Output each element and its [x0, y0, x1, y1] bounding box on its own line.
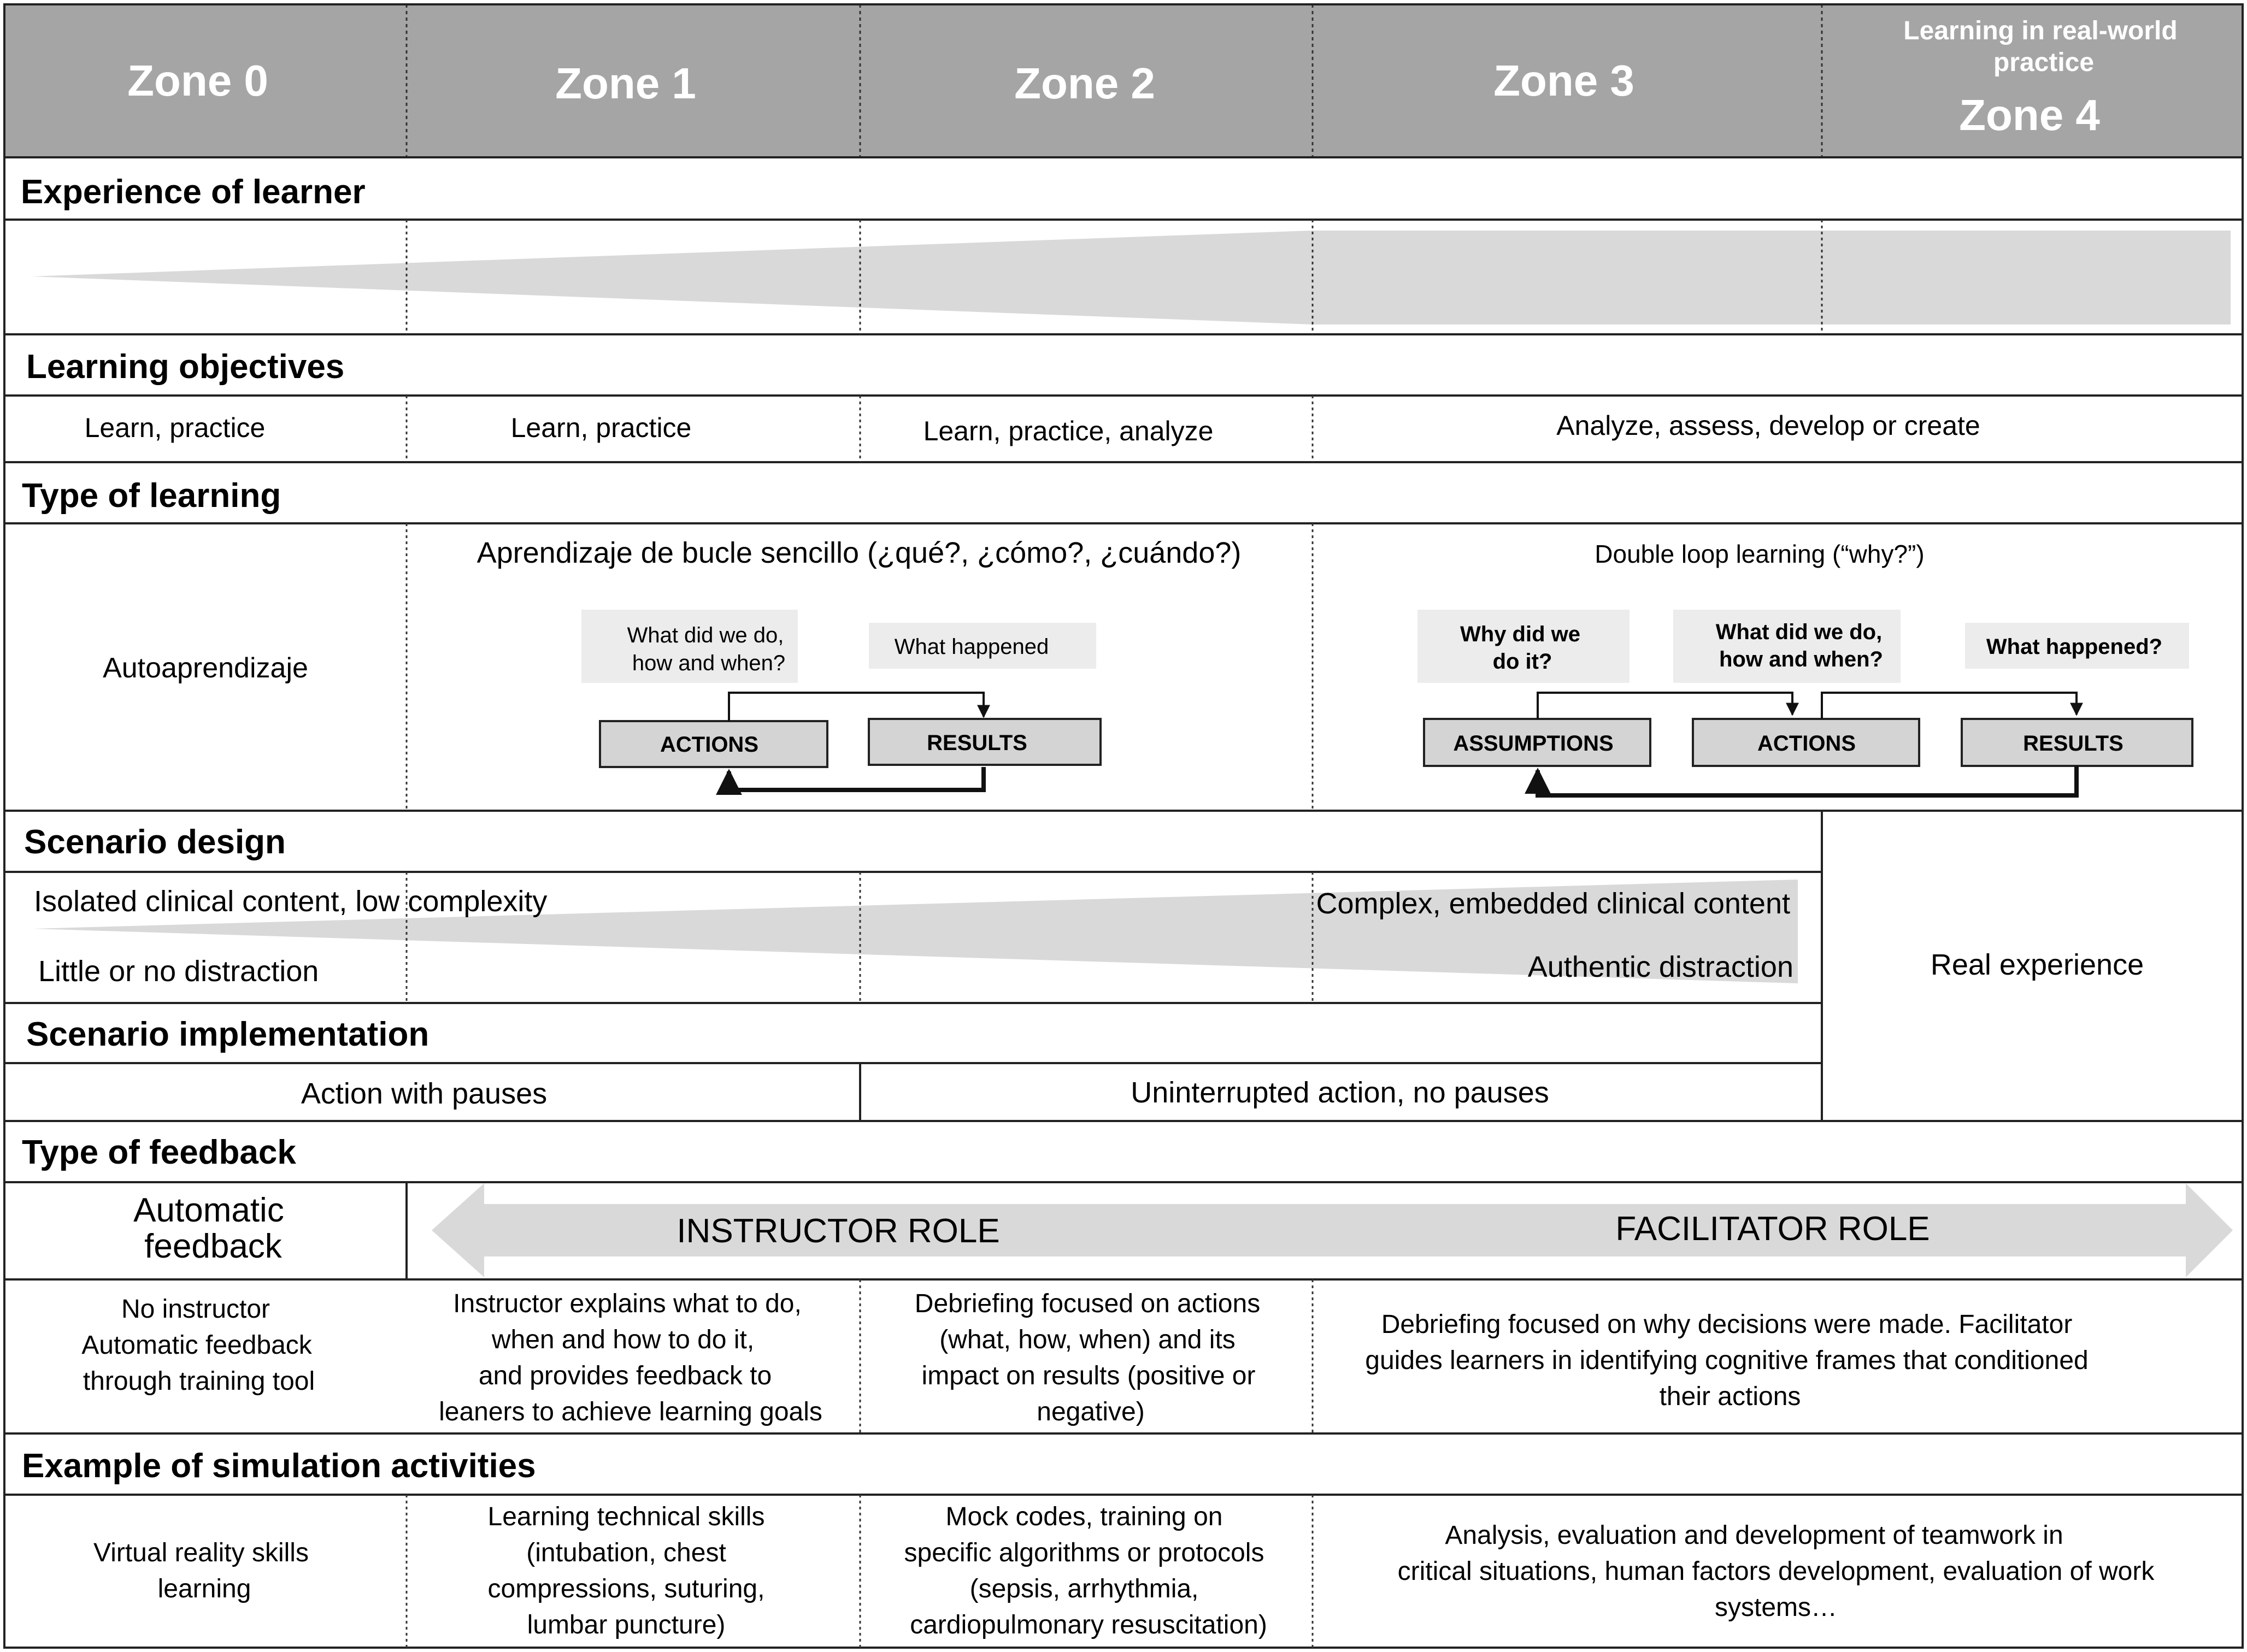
feedback-zone2-line3: impact on results (positive or: [921, 1361, 1256, 1390]
feedback-zone34-line1: Debriefing focused on why decisions were made. Facilitator: [1381, 1310, 2073, 1339]
scenario-design-left-bottom: Little or no distraction: [38, 955, 319, 988]
examples-zone1-line3: compressions, suturing,: [487, 1574, 765, 1603]
double-loop-q1-line1: Why did we: [1460, 622, 1580, 646]
feedback-zone0-line2: Automatic feedback: [81, 1331, 312, 1360]
double-loop-assumptions-label: ASSUMPTIONS: [1453, 731, 1614, 756]
examples-zone1-line2: (intubation, chest: [526, 1538, 726, 1567]
feedback-zone34-line2: guides learners in identifying cognitive frames that conditioned: [1365, 1346, 2089, 1375]
single-loop-forward-arrow: [729, 693, 984, 721]
scenario-impl-left: Action with pauses: [301, 1077, 548, 1110]
experience-bar: [1313, 231, 2231, 324]
objectives-zone2: Learn, practice, analyze: [923, 416, 1214, 446]
single-loop-actions-label: ACTIONS: [660, 733, 758, 757]
single-loop-q1-line1: What did we do,: [627, 623, 784, 647]
double-loop-actions-label: ACTIONS: [1757, 731, 1856, 756]
zone-4-header: Zone 4: [1959, 91, 2100, 139]
double-loop-q3: What happened?: [1986, 635, 2163, 659]
double-loop-title: Double loop learning (“why?”): [1595, 540, 1925, 568]
feedback-zone1-line1: Instructor explains what to do,: [453, 1289, 802, 1318]
feedback-zone2-line1: Debriefing focused on actions: [914, 1289, 1261, 1318]
real-experience-label: Real experience: [1930, 948, 2144, 981]
examples-zone1-line4: lumbar puncture): [527, 1610, 726, 1639]
double-loop-feedback-arrow: [1538, 766, 2077, 795]
zone-1-header: Zone 1: [555, 59, 696, 108]
feedback-zone2-line4: negative): [1037, 1397, 1145, 1426]
single-loop-q2: What happened: [894, 635, 1049, 659]
feedback-title: Type of feedback: [22, 1134, 296, 1171]
examples-zone2-line4: cardiopulmonary resuscitation): [910, 1610, 1267, 1639]
examples-title: Example of simulation activities: [22, 1447, 536, 1485]
examples-zone0-line2: learning: [157, 1574, 251, 1603]
automatic-feedback-line1: Automatic: [133, 1191, 284, 1229]
zone-4-subtitle-line1: Learning in real-world: [1903, 16, 2178, 45]
examples-zone2-line3: (sepsis, arrhythmia,: [969, 1574, 1199, 1603]
double-loop-q1-line2: do it?: [1492, 650, 1552, 674]
examples-zone34-line3: systems…: [1714, 1593, 1838, 1622]
examples-zone34-line1: Analysis, evaluation and development of teamwork in: [1445, 1521, 2063, 1550]
zone-3-header: Zone 3: [1493, 56, 1634, 105]
scenario-design-left-top: Isolated clinical content, low complexity: [34, 885, 548, 918]
zone-0-header: Zone 0: [127, 56, 268, 105]
scenario-impl-title: Scenario implementation: [26, 1016, 430, 1053]
single-loop-q1-line2: how and when?: [632, 651, 786, 675]
type-learning-title: Type of learning: [22, 477, 281, 515]
examples-zone0-line1: Virtual reality skills: [93, 1538, 309, 1567]
zone-2-header: Zone 2: [1014, 59, 1155, 108]
feedback-zone1-line3: and provides feedback to: [478, 1361, 772, 1390]
single-loop-title: Aprendizaje de bucle sencillo (¿qué?, ¿cómo?, ¿cuándo?): [477, 536, 1242, 569]
facilitator-role-label: FACILITATOR ROLE: [1615, 1210, 1930, 1248]
scenario-design-title: Scenario design: [24, 823, 286, 861]
scenario-design-right-top: Complex, embedded clinical content: [1316, 887, 1790, 920]
double-loop-results-label: RESULTS: [2023, 731, 2124, 756]
examples-zone34-line2: critical situations, human factors development, evaluation of work: [1397, 1557, 2155, 1586]
feedback-zone0-line3: through training tool: [83, 1367, 315, 1396]
double-loop-q2-line2: how and when?: [1719, 647, 1883, 671]
automatic-feedback-line2: feedback: [144, 1228, 282, 1265]
double-loop-arrow-2: [1822, 693, 2077, 719]
examples-zone1-line1: Learning technical skills: [487, 1502, 765, 1531]
experience-wedge: [32, 231, 1313, 324]
objectives-zone1: Learn, practice: [510, 412, 692, 443]
objectives-title: Learning objectives: [26, 348, 345, 386]
examples-zone2-line1: Mock codes, training on: [945, 1502, 1223, 1531]
objectives-zone0: Learn, practice: [84, 412, 266, 443]
single-loop-results-label: RESULTS: [927, 731, 1027, 755]
feedback-zone1-line4: leaners to achieve learning goals: [439, 1397, 822, 1426]
feedback-zone2-line2: (what, how, when) and its: [939, 1325, 1236, 1354]
single-loop-feedback-arrow: [729, 767, 984, 790]
scenario-impl-right: Uninterrupted action, no pauses: [1131, 1076, 1549, 1109]
objectives-zone34: Analyze, assess, develop or create: [1556, 410, 1980, 441]
instructor-role-label: INSTRUCTOR ROLE: [677, 1212, 1000, 1250]
double-loop-q2-line1: What did we do,: [1715, 620, 1883, 644]
experience-title: Experience of learner: [21, 173, 366, 211]
type-learning-zone0: Autoaprendizaje: [103, 652, 308, 684]
scenario-design-right-bottom: Authentic distraction: [1527, 951, 1793, 983]
double-loop-arrow-1: [1538, 693, 1792, 719]
feedback-zone34-line3: their actions: [1659, 1382, 1801, 1411]
examples-zone2-line2: specific algorithms or protocols: [904, 1538, 1264, 1567]
feedback-zone1-line2: when and how to do it,: [491, 1325, 755, 1354]
feedback-zone0-line1: No instructor: [121, 1295, 270, 1324]
zone-4-subtitle-line2: practice: [1993, 48, 2095, 77]
